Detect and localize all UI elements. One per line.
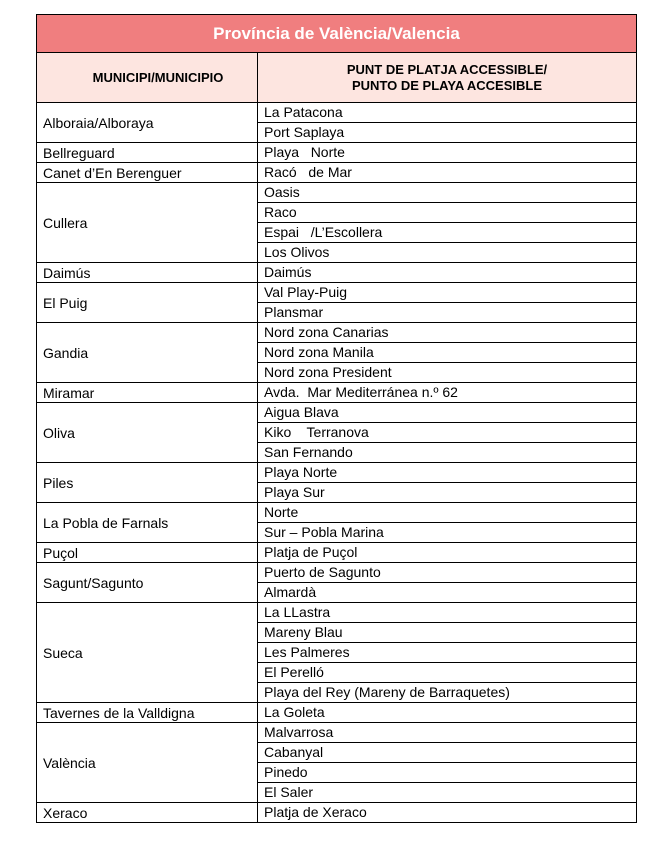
beach-point-cell: San Fernando: [258, 443, 637, 463]
beach-point-cell: Los Olivos: [258, 243, 637, 263]
beach-point-cell: Playa Norte: [258, 143, 637, 163]
beach-point-cell: Plansmar: [258, 303, 637, 323]
beach-point-cell: Espai /L’Escollera: [258, 223, 637, 243]
table-row: [37, 503, 637, 523]
beach-point-cell: Oasis: [258, 183, 637, 203]
beach-point-cell: Port Saplaya: [258, 123, 637, 143]
beach-point-cell: Almardà: [258, 583, 637, 603]
beach-point-cell: Norte: [258, 503, 637, 523]
municipality-cell: Puçol: [37, 543, 258, 563]
beach-point-cell: Mareny Blau: [258, 623, 637, 643]
table-row: [37, 323, 637, 343]
municipality-column-header: MUNICIPI/MUNICIPIO: [37, 53, 258, 103]
table-row: [37, 283, 637, 303]
beach-point-cell: Nord zona Canarias: [258, 323, 637, 343]
beach-point-cell: Pinedo: [258, 763, 637, 783]
municipality-cell: Canet d’En Berenguer: [37, 163, 258, 183]
beach-point-cell: Cabanyal: [258, 743, 637, 763]
beach-point-cell: Sur – Pobla Marina: [258, 523, 637, 543]
table-row: [37, 143, 637, 163]
municipality-cell: Cullera: [37, 183, 258, 263]
title-row: [37, 15, 637, 53]
municipality-cell: Bellreguard: [37, 143, 258, 163]
table-row: [37, 703, 637, 723]
table-row: [37, 603, 637, 623]
municipality-cell: La Pobla de Farnals: [37, 503, 258, 543]
table-row: [37, 543, 637, 563]
municipality-cell: Oliva: [37, 403, 258, 463]
beach-point-cell: Nord zona Manila: [258, 343, 637, 363]
table-row: [37, 463, 637, 483]
beach-point-cell: Playa Sur: [258, 483, 637, 503]
header-row: [37, 53, 637, 103]
beach-point-cell: Puerto de Sagunto: [258, 563, 637, 583]
municipality-cell: Daimús: [37, 263, 258, 283]
beach-point-header-line2: PUNTO DE PLAYA ACCESIBLE: [352, 77, 542, 93]
beach-point-header-line1: PUNT DE PLATJA ACCESSIBLE/: [346, 61, 548, 77]
municipality-cell: València: [37, 723, 258, 803]
beach-point-cell: Avda. Mar Mediterránea n.º 62: [258, 383, 637, 403]
table-row: [37, 383, 637, 403]
table-row: [37, 563, 637, 583]
beach-point-cell: Platja de Xeraco: [258, 803, 637, 823]
beach-point-cell: Malvarrosa: [258, 723, 637, 743]
beach-point-column-header: [258, 53, 637, 103]
beach-point-cell: Platja de Puçol: [258, 543, 637, 563]
table-row: [37, 403, 637, 423]
table-row: [37, 263, 637, 283]
municipality-cell: Gandia: [37, 323, 258, 383]
beach-point-cell: Val Play-Puig: [258, 283, 637, 303]
beach-point-cell: Nord zona President: [258, 363, 637, 383]
beach-point-cell: La LLastra: [258, 603, 637, 623]
beach-point-cell: Aigua Blava: [258, 403, 637, 423]
municipality-cell: Miramar: [37, 383, 258, 403]
beach-point-cell: El Saler: [258, 783, 637, 803]
municipality-cell: Sueca: [37, 603, 258, 703]
beach-point-cell: Kiko Terranova: [258, 423, 637, 443]
municipality-cell: Sagunt/Sagunto: [37, 563, 258, 603]
table-row: [37, 183, 637, 203]
table-row: [37, 803, 637, 823]
municipality-cell: Tavernes de la Valldigna: [37, 703, 258, 723]
municipality-cell: Xeraco: [37, 803, 258, 823]
accessible-beach-table: [36, 14, 637, 823]
table-row: [37, 103, 637, 123]
municipality-cell: Piles: [37, 463, 258, 503]
beach-point-cell: Playa del Rey (Mareny de Barraquetes): [258, 683, 637, 703]
municipality-cell: Alboraia/Alboraya: [37, 103, 258, 143]
table-row: [37, 163, 637, 183]
beach-point-cell: Racó de Mar: [258, 163, 637, 183]
beach-point-cell: La Goleta: [258, 703, 637, 723]
beach-point-cell: El Perelló: [258, 663, 637, 683]
beach-access-document: [36, 14, 636, 823]
municipality-cell: El Puig: [37, 283, 258, 323]
beach-point-cell: Daimús: [258, 263, 637, 283]
beach-point-cell: Raco: [258, 203, 637, 223]
beach-point-cell: La Patacona: [258, 103, 637, 123]
beach-point-cell: Les Palmeres: [258, 643, 637, 663]
table-body: [37, 15, 637, 823]
province-title: Província de València/Valencia: [37, 15, 637, 53]
beach-point-cell: Playa Norte: [258, 463, 637, 483]
table-row: [37, 723, 637, 743]
